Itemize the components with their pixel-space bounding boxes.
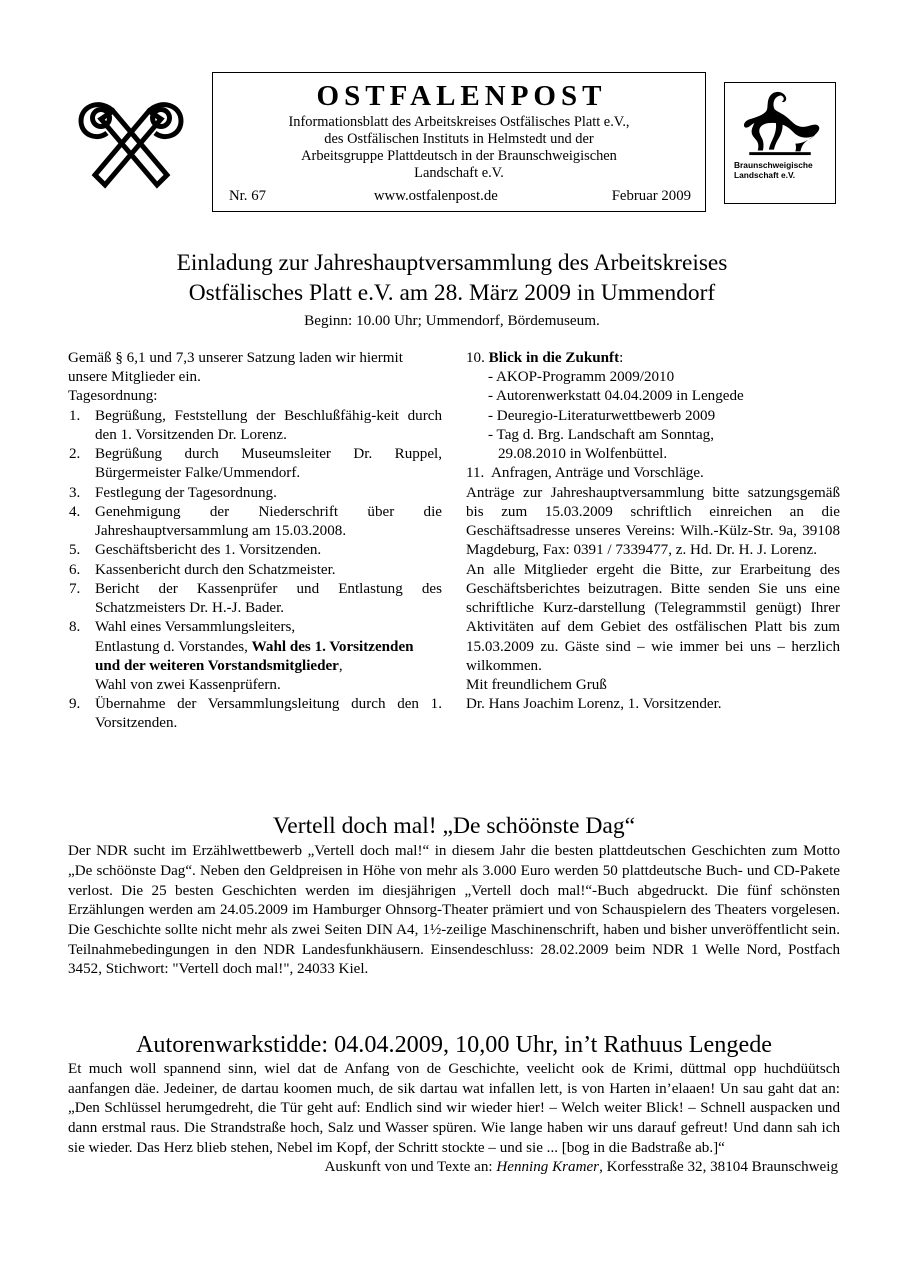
agenda-item-10-number: 10. — [466, 350, 485, 366]
agenda-item-8-part-4: Wahl von zwei Kassenprüfern. — [95, 676, 281, 693]
main-headline-block — [68, 248, 836, 330]
masthead — [68, 72, 836, 212]
subitem-akop: - AKOP-Programm 2009/2010 — [488, 369, 675, 386]
masthead-footer — [221, 188, 697, 205]
paper-subtitle-line-1: Informationsblatt des Arbeitskreises Ostfälisches Platt e.V., — [288, 114, 630, 131]
agenda-item-8-text — [95, 618, 442, 695]
issue-date: Februar 2009 — [611, 188, 691, 205]
agenda-item-2 — [68, 445, 442, 483]
website-link[interactable]: www.ostfalenpost.de — [373, 188, 498, 205]
agenda-item-3 — [68, 484, 442, 503]
section-autoren-title: Autorenwarkstidde: 04.04.2009, 10,00 Uhr, in’t Rathuus Lengede — [135, 1031, 773, 1058]
agenda-item-4-number: 4. — [69, 503, 81, 520]
agenda-item-8-bold: Wahl des 1. Vorsitzenden und der weiteren Vorstandsmitglieder — [95, 638, 414, 674]
section-vertell-title: Vertell doch mal! „De schöönste Dag“ — [272, 813, 636, 839]
issue-number: Nr. 67 — [229, 188, 266, 205]
agenda-item-8-part-1: Wahl eines Versammlungsleiters, — [95, 619, 296, 636]
section-autoren-body: Et much woll spannend sinn, wiel dat de Anfang von de Geschichte, veelicht ook de Krimi, düttmal opp huchdüütsch aanfangen däe. Jedeiner, de dartau koomen much, de sik dartau wat infallen lett, is von Harten in’elaaen! Un sau gaht dat an: „Den Schlüssel herumgedreht, die Tür geht auf: Endlich sind wir wieder hier! – Welch weiter Blick! – Schnell auspacken und dann erstmal raus. Die Strandstraße hoch, Salz und Wasser spüren. Wie lange haben wir uns darauf gefreut! Und dann sah ich sie wieder. Das Herz blieb stehen, Nebel im Kopf, der Schritt stockte – und sie ... [bog in die Badstraße ab.]“ — [68, 1061, 840, 1156]
agenda-item-9-text: Übernahme der Versammlungsleitung durch den 1. Vorsitzenden. — [95, 696, 442, 732]
agenda-item-6-text: Kassenbericht durch den Schatzmeister. — [95, 561, 336, 578]
agenda-item-10-colon: : — [619, 350, 624, 366]
agenda-item-3-text: Festlegung der Tagesordnung. — [95, 484, 277, 501]
two-column-body — [68, 349, 840, 734]
headline-line-1: Einladung zur Jahreshauptversammlung des Arbeitskreises — [176, 250, 728, 276]
agenda-item-5 — [68, 541, 442, 560]
subitem-deuregio: - Deuregio-Literaturwettbewerb 2009 — [488, 407, 716, 424]
intro-paragraph: Gemäß § 6,1 und 7,3 unserer Satzung laden wir hiermit unsere Mitglieder ein. — [68, 350, 403, 386]
paper-subtitle-line-4: Landschaft e.V. — [414, 164, 504, 181]
agenda-item-11-number: 11. — [466, 465, 485, 482]
agenda-item-8-number: 8. — [69, 619, 81, 636]
agenda-item-1 — [68, 407, 442, 445]
agenda-item-7 — [68, 580, 442, 618]
masthead-title-box — [212, 72, 706, 212]
section-vertell-doch-mal — [68, 812, 840, 980]
section-autorenwarkstidde — [68, 1030, 840, 1178]
agenda-item-1-number: 1. — [69, 407, 81, 424]
agenda-item-10 — [466, 349, 840, 368]
logo-caption — [729, 160, 831, 181]
headline-subline: Beginn: 10.00 Uhr; Ummendorf, Bördemuseum. — [304, 311, 600, 329]
credit-suffix: , Korfesstraße 32, 38104 Braunschweig — [599, 1159, 838, 1176]
rearing-horse-icon — [737, 89, 823, 159]
agenda-item-2-text: Begrüßung durch Museumsleiter Dr. Ruppel, Bürgermeister Falke/Ummendorf. — [95, 446, 442, 482]
agenda-label: Tagesordnung: — [68, 388, 158, 405]
subitem-autorenwerkstatt: - Autorenwerkstatt 04.04.2009 in Lengede — [488, 388, 744, 405]
agenda-item-11 — [466, 464, 840, 483]
credit-name: Henning Kramer — [496, 1159, 600, 1176]
agenda-item-8 — [68, 618, 442, 695]
section-autoren-credit — [68, 1158, 840, 1178]
agenda-item-5-text: Geschäftsbericht des 1. Vorsitzenden. — [95, 542, 322, 559]
agenda-item-6-number: 6. — [69, 561, 81, 578]
agenda-item-4 — [68, 503, 442, 541]
agenda-item-11-text: Anfragen, Anträge und Vorschläge. — [491, 465, 704, 482]
headline-line-2: Ostfälisches Platt e.V. am 28. März 2009 in Ummendorf — [188, 280, 716, 307]
subitem-tag-brg-landschaft-cont: 29.08.2010 in Wolfenbüttel. — [498, 446, 668, 463]
agenda-item-2-number: 2. — [69, 446, 81, 463]
credit-prefix: Auskunft von und Texte an: — [324, 1159, 497, 1176]
logo-caption-line-2: Landschaft e.V. — [734, 170, 796, 181]
agenda-list — [68, 407, 442, 734]
crossed-horsehead-gable-icon — [68, 76, 194, 206]
agenda-item-7-number: 7. — [69, 580, 81, 597]
agenda-item-8-part-2: Entlastung d. Vorstandes, — [95, 638, 252, 655]
agenda-item-3-number: 3. — [69, 484, 81, 501]
agenda-item-9-number: 9. — [69, 696, 81, 713]
subitem-tag-brg-landschaft: - Tag d. Brg. Landschaft am Sonntag, — [488, 426, 715, 443]
right-paragraph-1: Anträge zur Jahreshauptversammlung bitte satzungsgemäß bis zum 15.03.2009 schriftlich einreichen an die Geschäftsadresse unseres Vereins: Wilh.-Külz-Str. 9a, 39108 Magdeburg, Fax: 0391 / 7339477, z. Hd. Dr. H. J. Lorenz. — [466, 484, 840, 559]
paper-title: OSTFALENPOST — [316, 80, 607, 112]
closing-greeting: Mit freundlichem Gruß — [466, 676, 607, 693]
agenda-item-4-text: Genehmigung der Niederschrift über die Jahreshauptversammlung am 15.03.2008. — [95, 503, 442, 540]
agenda-item-9 — [68, 695, 442, 733]
braunschweigische-landschaft-logo — [724, 82, 836, 204]
agenda-item-7-text: Bericht der Kassenprüfer und Entlastung des Schatzmeisters Dr. H.-J. Bader. — [95, 580, 442, 617]
section-vertell-body: Der NDR sucht im Erzählwettbewerb „Vertell doch mal!“ in diesem Jahr die besten plattdeutschen Geschichten zum Motto „De schöönste Dag“. Neben den Geldpreisen in Höhe von mehr als 3.000 Euro werden 50 plattdeutsche Buch- und CD-Pakete verlost. Die 25 besten Geschichten werden im diesjährigen „Vertell doch mal!“-Buch abgedruckt. Die fünf schönsten Erzählungen werden am 24.05.2009 im Hamburger Ohnsorg-Theater prämiert und von Schauspielern des Theaters vorgelesen. Die Geschichte sollte nicht mehr als zwei Seiten DIN A4, 1½-zeilige Maschinenschrift, haben und bisher unveröffentlicht sein. Teilnahmebedingungen in den NDR Landesfunkhäusern. Einsendeschluss: 28.02.2009 beim NDR 1 Welle Nord, Postfach 3452, Stichwort: "Vertell doch mal!", 24033 Kiel. — [68, 843, 840, 978]
paper-subtitle-line-2: des Ostfälischen Instituts in Helmstedt und der — [324, 131, 594, 148]
signature-line: Dr. Hans Joachim Lorenz, 1. Vorsitzender. — [466, 696, 722, 713]
agenda-item-10-subitems — [466, 368, 840, 464]
agenda-item-6 — [68, 561, 442, 580]
agenda-item-5-number: 5. — [69, 542, 81, 559]
agenda-item-8-part-3: , — [338, 657, 343, 674]
right-column — [466, 349, 840, 734]
right-paragraph-2: An alle Mitglieder ergeht die Bitte, zur Erarbeitung des Geschäftsberichtes beizutragen. Bitte senden Sie uns eine schriftliche Kurz-darstellung (Telegrammstil genügt) Ihrer Aktivitäten auf dem Gebiet des ostfälischen Platt bis zum 15.03.2009 zu. Gäste sind – wie immer bei uns – herzlich wilkommen. — [466, 561, 840, 674]
paper-subtitle-line-3: Arbeitsgruppe Plattdeutsch in der Braunschweigischen — [301, 147, 617, 164]
agenda-item-10-title: Blick in die Zukunft — [488, 350, 620, 366]
logo-caption-line-1: Braunschweigische — [734, 160, 813, 170]
left-column — [68, 349, 442, 734]
agenda-item-1-text: Begrüßung, Feststellung der Beschlußfähig-keit durch den 1. Vorsitzenden Dr. Lorenz. — [95, 407, 442, 443]
